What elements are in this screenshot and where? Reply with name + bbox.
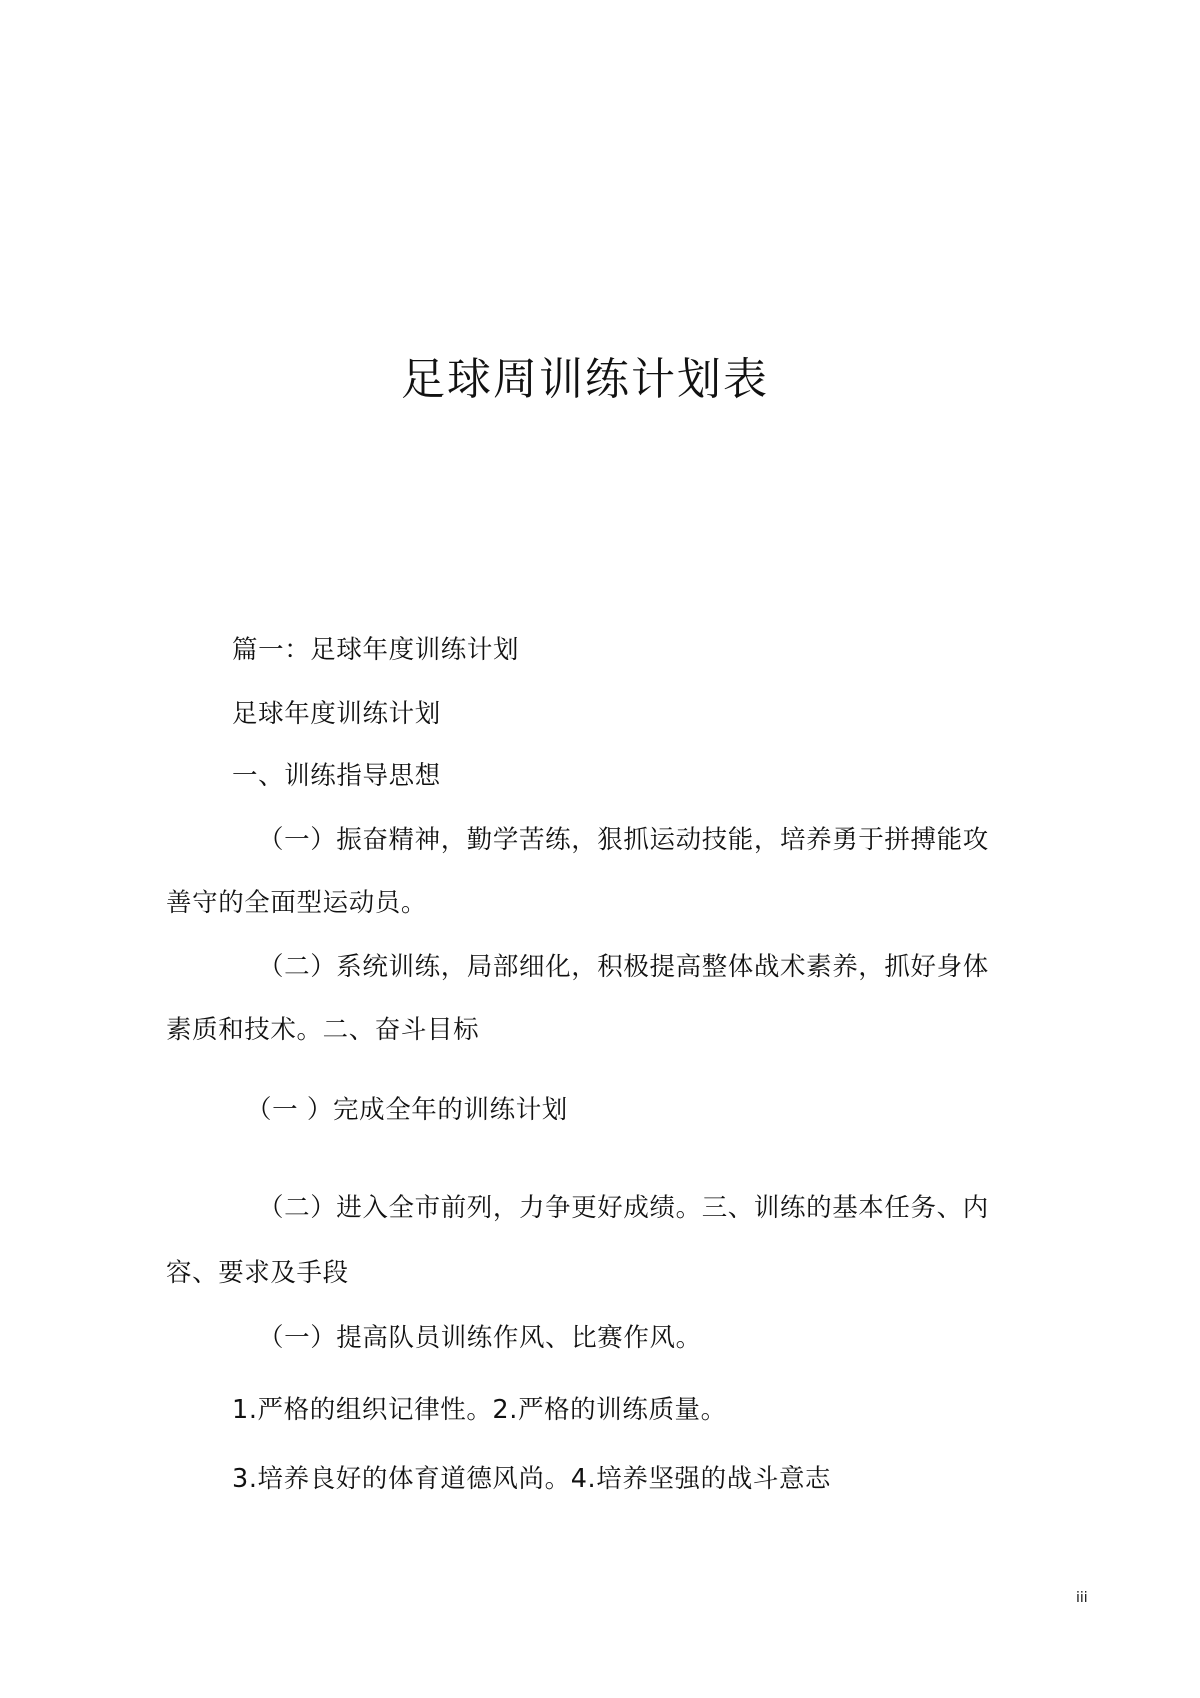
paragraph-line: （一）提高队员训练作风、比赛作风。 [258,1323,702,1353]
list-line: 1.严格的组织记律性。2.严格的训练质量。 [232,1395,727,1425]
heading-guiding-ideology: 一、训练指导思想 [232,761,441,791]
paragraph-line: 善守的全面型运动员。 [166,888,428,918]
document-title: 足球周训练计划表 [401,354,769,405]
list-line: 3.培养良好的体育道德风尚。4.培养坚强的战斗意志 [232,1464,832,1494]
paragraph-line: 素质和技术。二、奋斗目标 [166,1015,480,1045]
paragraph-line: 容、要求及手段 [166,1258,349,1288]
page-number: iii [1076,1590,1088,1606]
section-heading: 篇一：足球年度训练计划 [232,635,520,665]
paragraph-line: （一）振奋精神，勤学苦练，狠抓运动技能，培养勇于拼搏能攻 [258,825,989,855]
paragraph-line: （二）进入全市前列，力争更好成绩。三、训练的基本任务、内 [258,1193,989,1223]
paragraph-line: （二）系统训练，局部细化，积极提高整体战术素养，抓好身体 [258,952,989,982]
subtitle: 足球年度训练计划 [232,699,441,729]
paragraph-line: （一 ）完成全年的训练计划 [246,1095,568,1125]
